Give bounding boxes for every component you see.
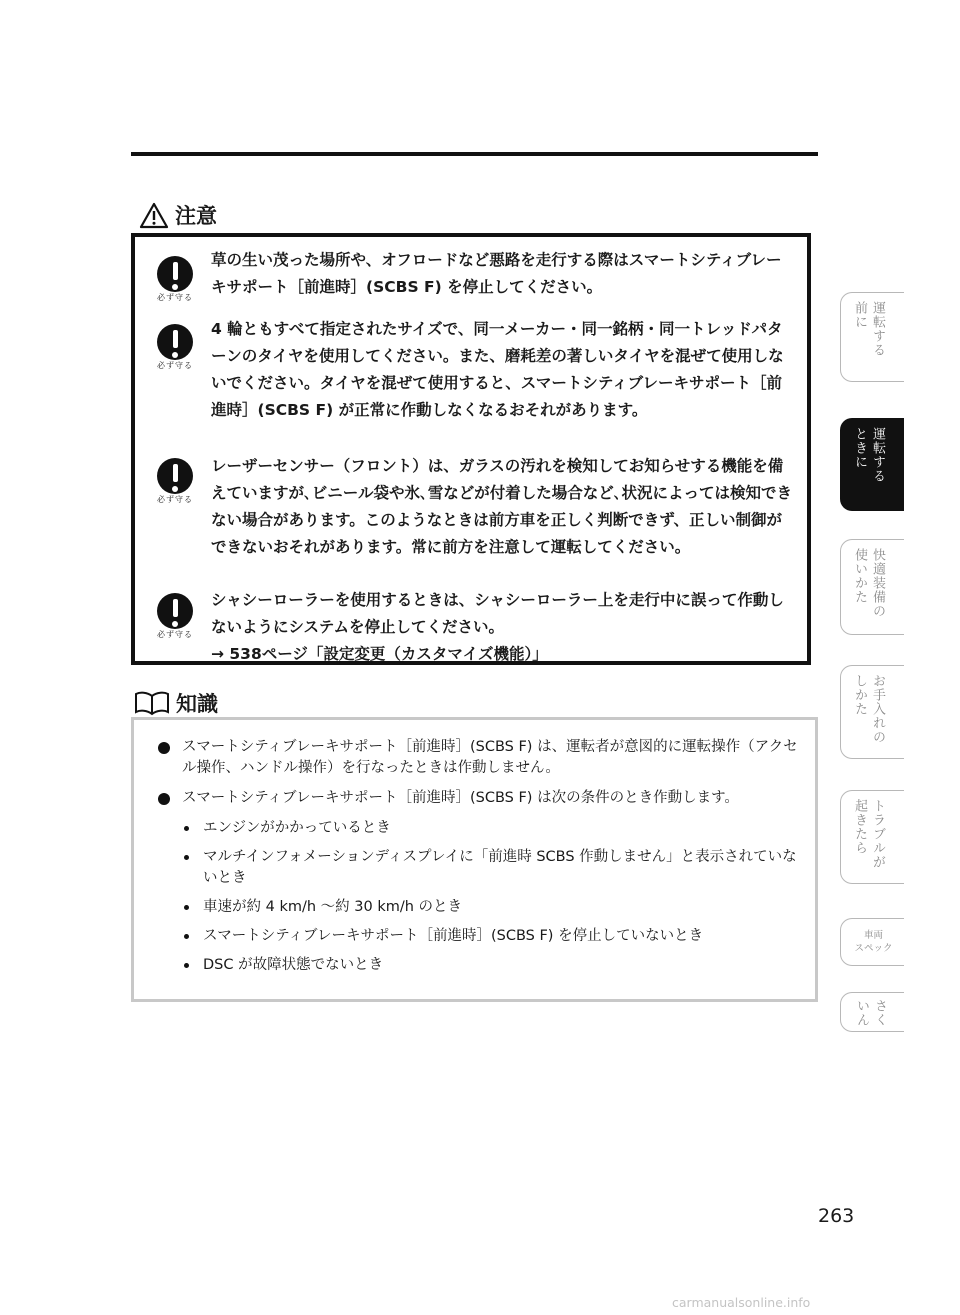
tab-label: 使いかた (852, 548, 867, 604)
knowledge-title: 知識 (176, 692, 218, 716)
knowledge-box (131, 717, 818, 1002)
tab-label: 前に (852, 301, 867, 329)
caution-text-line: シャシーローラーを使用するときは、シャシーローラー上を走行中に誤って作動しないようにシステムを停止してください。 (211, 591, 784, 636)
sub-bullet-icon (184, 826, 189, 831)
condition-item (180, 897, 801, 918)
mandatory-icon (153, 593, 197, 640)
list-item-text: スマートシティブレーキサポート［前進時］(SCBS F) は次の条件のとき作動します。 (182, 790, 739, 806)
tab-vehicle-specs[interactable] (840, 918, 904, 966)
knowledge-heading (134, 688, 218, 718)
condition-text: DSC が故障状態でないとき (203, 957, 384, 973)
tab-trouble[interactable] (840, 790, 904, 884)
caution-text: 草の生い茂った場所や、オフロードなど悪路を走行する際はスマートシティブレーキサポート［前進時］(SCBS F) を停止してください。 (211, 251, 782, 296)
mandatory-icon (153, 324, 197, 371)
tab-while-driving[interactable] (840, 418, 904, 511)
mandatory-label: 必ず守る (157, 495, 193, 504)
tab-label-line: スペック (854, 943, 893, 954)
condition-text: マルチインフォメーションディスプレイに「前進時 SCBS 作動しません」と表示されていないとき (203, 849, 797, 886)
watermark: carmanualsonline.info (672, 1295, 811, 1310)
tab-label: トラブルが (870, 799, 885, 869)
tab-maintenance[interactable] (840, 665, 904, 759)
tab-index[interactable] (840, 992, 904, 1032)
condition-item (180, 926, 801, 947)
condition-item (180, 847, 801, 889)
section-tabs (840, 0, 904, 1315)
caution-heading (139, 200, 217, 230)
list-item (152, 737, 801, 779)
sub-bullet-icon (184, 855, 189, 860)
tab-label: お手入れの (870, 674, 885, 744)
knowledge-list (152, 737, 801, 984)
tab-label: 運転する (870, 301, 885, 357)
page-number: 263 (818, 1205, 855, 1227)
caution-box (131, 233, 811, 665)
tab-before-driving[interactable] (840, 292, 904, 382)
tab-label-line: 車両 (863, 930, 883, 941)
bullet-icon (158, 742, 170, 754)
condition-text: スマートシティブレーキサポート［前進時］(SCBS F) を停止していないとき (203, 928, 704, 944)
page-reference: → 538ページ「設定変更（カスタマイズ機能）」 (211, 645, 548, 663)
mandatory-icon (153, 256, 197, 303)
tab-label: さく (872, 999, 887, 1027)
mandatory-icon (153, 458, 197, 505)
sub-bullet-icon (184, 963, 189, 968)
tab-label: しかた (852, 674, 867, 716)
caution-text: レーザーセンサー（フロント）は、ガラスの汚れを検知してお知らせする機能を備えていますが､ビニール袋や氷､雪などが付着した場合など､状況によっては検知できない場合があります。このようなときは前方車を正しく判断できず、正しい制御ができないおそれがあります。常に前方を注意して運転してください。 (211, 457, 792, 556)
condition-item (180, 818, 801, 839)
mandatory-label: 必ず守る (157, 361, 193, 370)
sub-bullet-icon (184, 905, 189, 910)
tab-label: 起きたら (852, 799, 867, 855)
tab-label: ときに (852, 427, 867, 469)
sub-bullet-icon (184, 934, 189, 939)
mandatory-label: 必ず守る (157, 293, 193, 302)
mandatory-label: 必ず守る (157, 630, 193, 639)
warning-triangle-icon (139, 202, 169, 229)
caution-text: 4 輪ともすべて指定されたサイズで、同一メーカー・同一銘柄・同一トレッドパターンのタイヤを使用してください。また、磨耗差の著しいタイヤを混ぜて使用しないでください。タイヤを混ぜて使用すると、スマートシティブレーキサポート［前進時］(SCBS F) が正常に作動しなくなるおそれがあります。 (211, 320, 784, 419)
top-rule (131, 152, 818, 156)
condition-text: エンジンがかかっているとき (203, 820, 391, 836)
book-icon (134, 690, 170, 716)
list-item-text: スマートシティブレーキサポート［前進時］(SCBS F) は、運転者が意図的に運転操作（アクセル操作、ハンドル操作）を行なったときは作動しません。 (182, 739, 798, 776)
caution-text (211, 587, 793, 668)
list-item (152, 788, 801, 809)
tab-comfort-features[interactable] (840, 539, 904, 635)
tab-label: 運転する (870, 427, 885, 483)
condition-item (180, 955, 801, 976)
condition-text: 車速が約 4 km/h ～約 30 km/h のとき (203, 899, 463, 915)
bullet-icon (158, 793, 170, 805)
tab-label: いん (854, 999, 869, 1027)
tab-label: 快適装備の (870, 548, 885, 618)
caution-title: 注意 (175, 204, 217, 228)
tab-label (847, 929, 900, 955)
